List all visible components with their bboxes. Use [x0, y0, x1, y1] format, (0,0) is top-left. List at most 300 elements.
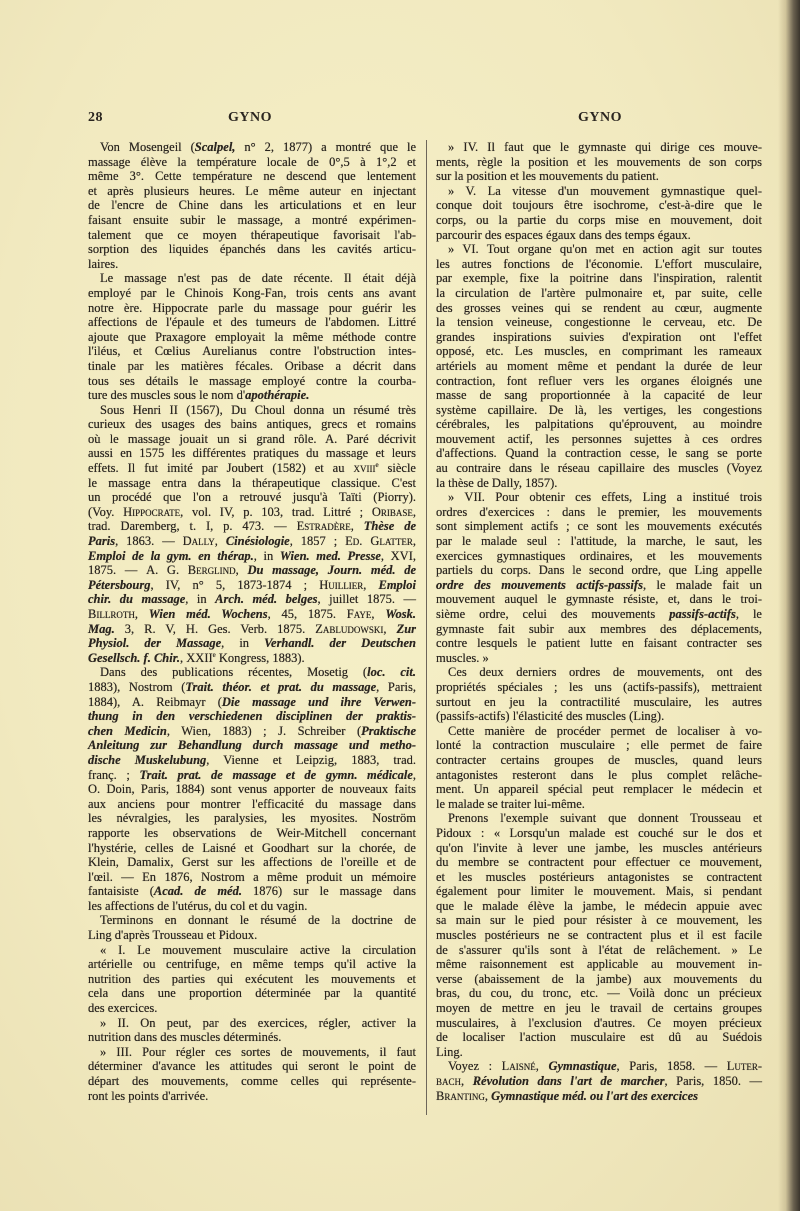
text-run: effets. Il fut imité par Joubert (1582) et au [88, 461, 354, 476]
text-run: corps, ou la partie du corps mise en mouvement, doit [436, 212, 762, 227]
text-line-content [88, 811, 416, 826]
text-line-content [436, 1001, 762, 1016]
text-line-content [88, 957, 416, 972]
italic-text-run: Emploi [378, 577, 416, 592]
italic-text-run: Arch. méd. belges [215, 592, 318, 607]
text-run: artériels au moment même et pendant la durée de leur [436, 358, 762, 373]
text-line [88, 563, 416, 578]
text-run: ajoute que Praxagore employait la même méthode contre [88, 329, 416, 344]
text-line [436, 388, 762, 403]
text-line-content [88, 461, 416, 476]
text-line-content [88, 1016, 416, 1031]
text-line [436, 578, 762, 593]
text-line-content [436, 184, 762, 199]
text-line-content [88, 242, 416, 257]
text-line [436, 301, 762, 316]
text-line [436, 841, 762, 856]
text-run: un procédé que l'on a retrouvé jusqu'à Taïti (Piorry). [88, 490, 416, 505]
italic-text-run: chen Medicin [88, 723, 167, 738]
text-line-content [436, 534, 762, 549]
text-line [436, 563, 762, 578]
column-divider [426, 140, 427, 1115]
paragraph [88, 403, 416, 666]
text-run: surtout en jeu la contractilité musculaire, les autres [436, 694, 762, 709]
italic-text-run: loc. cit. [367, 665, 416, 680]
text-run: , XXII [180, 650, 213, 665]
text-line-content [436, 680, 762, 695]
text-line [436, 505, 762, 520]
text-line-content [88, 286, 416, 301]
text-line [88, 1074, 416, 1089]
text-line [436, 534, 762, 549]
text-line-content [436, 811, 762, 826]
right-column [436, 140, 762, 1103]
text-line [88, 680, 416, 695]
text-line-content [88, 563, 416, 578]
text-run: lonté la contraction musculaire ; elle permet de faire [436, 738, 762, 753]
text-run: ront les points d'arrivée. [88, 1088, 209, 1103]
text-run: contraction, font refluer vers les organes éloignés une [436, 373, 762, 388]
small-caps-name: xviii [353, 461, 376, 476]
text-run: contracter certains groupes de muscles, quand leurs [436, 752, 762, 767]
text-line-content [88, 899, 307, 914]
text-run: aux anciens pour montrer l'efficacité du massage dans [88, 796, 416, 811]
text-line-content [88, 870, 416, 885]
text-run: grandes inspirations suivies d'expiration ont l'effet [436, 329, 762, 344]
text-line-content [88, 972, 416, 987]
text-line [88, 388, 416, 403]
text-run: 1876) sur le massage dans [241, 884, 416, 899]
text-line [88, 972, 416, 987]
text-line-content [88, 359, 416, 374]
text-run: Le massage n'est pas de date récente. Il était déjà [100, 271, 416, 286]
text-run: d'affections. Quand la contraction cesse, le sang se porte [436, 446, 762, 461]
text-line-content [88, 709, 416, 724]
text-run: , vol. IV, p. 103, trad. Littré ; [180, 504, 372, 519]
text-run: , 1863. — [115, 534, 183, 549]
text-line [88, 738, 416, 753]
text-line [436, 169, 762, 184]
text-run: » VII. Pour obtenir ces effets, Ling a institué trois [448, 490, 762, 505]
small-caps-name: Dally [182, 534, 215, 549]
text-line [436, 855, 762, 870]
text-run: partiels du corps. Dans le second ordre, que Ling appelle [436, 563, 762, 578]
text-line [88, 695, 416, 710]
text-line-content [88, 271, 416, 286]
text-line-content [88, 592, 416, 607]
text-run: , in [221, 636, 265, 651]
text-line-content [88, 519, 416, 534]
text-run: conque doit toujours être isochrome, c'est-à-dire que le [436, 198, 762, 213]
text-line-content [88, 228, 416, 243]
text-run: sa main sur le pied pour résister à ce mouvement, les [436, 913, 762, 928]
text-line-content [88, 1001, 157, 1016]
text-run: , le malade fait un [642, 577, 762, 592]
text-line [436, 549, 762, 564]
text-line-content [88, 797, 416, 812]
text-line-content [436, 228, 691, 243]
text-line [88, 884, 416, 899]
text-run: , XVI, [380, 548, 416, 563]
text-line-content [436, 782, 762, 797]
text-line-content [88, 855, 416, 870]
text-run: la tension veineuse, congestionne le cerveau, etc. De [436, 315, 762, 330]
text-line-content [436, 315, 762, 330]
text-line [88, 257, 416, 272]
text-line-content [88, 155, 416, 170]
text-line [88, 271, 416, 286]
paragraph [88, 1016, 416, 1045]
paragraph [88, 1045, 416, 1103]
text-line-content [88, 374, 416, 389]
right-running-head: GYNO [578, 110, 622, 125]
text-run: l'œil. — En 1876, Nostrom a même produit un mémoire [88, 869, 416, 884]
text-run: Cette manière de procéder permet de localiser à vo- [448, 723, 762, 738]
italic-text-run: Cinésiologie [225, 534, 290, 549]
text-line-content [436, 257, 762, 272]
paragraph [88, 913, 416, 942]
small-caps-name: Hippocrate [123, 504, 181, 519]
small-caps-name: Ed. Glatter [345, 534, 413, 549]
text-run: sont simplement actifs ; ce sont les mouvements exécutés [436, 519, 762, 534]
text-line-content [436, 622, 762, 637]
text-line [88, 198, 416, 213]
text-line-content [88, 826, 416, 841]
italic-text-run: apothérapie. [245, 388, 310, 403]
text-line [436, 943, 762, 958]
text-line-content [436, 738, 762, 753]
text-line [88, 913, 416, 928]
text-line [436, 257, 762, 272]
text-line [436, 782, 762, 797]
text-line-content [88, 651, 305, 666]
text-line-content [88, 1045, 416, 1060]
text-line-content [88, 1074, 416, 1089]
text-run: Ces deux derniers ordres de mouvements, ont des [448, 665, 762, 680]
text-line [88, 140, 416, 155]
small-caps-name: Faye [346, 607, 372, 621]
italic-text-run: thung in den verschiedenen disciplinen der praktis- [88, 709, 416, 724]
paragraph [436, 184, 762, 242]
text-line-content [436, 417, 762, 432]
text-line-content [436, 1089, 698, 1104]
italic-text-run: dische Muskelubung [88, 752, 207, 767]
text-line [88, 519, 416, 534]
paragraph [88, 943, 416, 1016]
text-run: contre lesquels le patient lutte en faisant contracter ses [436, 636, 762, 651]
text-line-content [88, 169, 416, 184]
text-line-content [436, 957, 762, 972]
text-line-content [88, 198, 416, 213]
text-line [436, 242, 762, 257]
text-line [436, 709, 762, 724]
text-line-content [436, 359, 762, 374]
text-line [88, 505, 416, 520]
italic-text-run: Du massage, Journ. méd. de [247, 563, 417, 578]
text-run: bras, du cou, du tronc, etc. — Voilà donc un précieux [436, 986, 762, 1001]
text-run: , [484, 1088, 492, 1103]
text-run: exercices gymnastiques ordinaires, et les mouvements [436, 548, 762, 563]
text-run: (Voy. [88, 504, 124, 519]
text-line [88, 709, 416, 724]
page-number: 28 [88, 110, 103, 125]
text-line [88, 476, 416, 491]
text-line [436, 753, 762, 768]
text-line-content [88, 986, 416, 1001]
paragraph [436, 811, 762, 1059]
text-run: Pidoux : « Lorsqu'un malade est couché sur le dos et [436, 825, 762, 840]
text-line-content [436, 607, 762, 622]
text-line [88, 228, 416, 243]
text-line [436, 928, 762, 943]
text-line-content [436, 330, 762, 345]
text-run: , le [735, 607, 762, 621]
text-line-content [436, 476, 557, 491]
text-run: également pour limiter le mouvement. Mais, si pendant [436, 884, 762, 899]
text-run: moyen de mettre en jeu le travail de certains groupes [436, 1001, 762, 1016]
text-line-content [88, 257, 118, 272]
text-run: au contraire dans le réseau capillaire des muscles (Voyez [436, 461, 762, 476]
text-line [436, 374, 762, 389]
text-run: Von Mosengeil ( [100, 140, 195, 154]
text-line-content [88, 315, 416, 330]
text-run: fantaisiste ( [88, 884, 154, 899]
text-line-content [88, 636, 416, 651]
text-run: faisant ensuite subir le massage, a montré expérimen- [88, 212, 416, 227]
small-caps-name: Laisné [501, 1059, 536, 1074]
text-run: » VI. Tout organe qu'on met en action agit sur toutes [448, 242, 762, 257]
text-line-content [436, 271, 762, 286]
text-line-content [88, 782, 416, 797]
text-line-content [436, 403, 762, 418]
text-line-content [88, 943, 416, 958]
text-line [88, 855, 416, 870]
text-line-content [88, 928, 257, 943]
text-run: la thèse de Dally, 1857). [436, 475, 558, 490]
left-column [88, 140, 416, 1103]
text-run: (passifs-actifs) l'élasticité des muscles (Ling). [436, 709, 665, 724]
paragraph [436, 242, 762, 490]
text-line [88, 636, 416, 651]
text-run: 1884), A. Reibmayr ( [88, 694, 222, 709]
text-run: opposé, etc. Les muscles, en comprimant les rameaux [436, 344, 762, 359]
text-run: Klein, Damalix, Gerst sur les affections de l'oreille et de [88, 855, 416, 870]
text-line-content [436, 972, 762, 987]
text-line-content [88, 753, 416, 768]
text-line [436, 913, 762, 928]
small-caps-name: Zabludowski [315, 621, 384, 636]
text-line-content [436, 169, 659, 184]
text-line-content [436, 797, 585, 812]
text-line-content [88, 738, 416, 753]
text-line [88, 797, 416, 812]
text-run: antagonistes resteront dans le plus complet relâche- [436, 767, 762, 782]
text-run: muscles postérieurs ne se contractent plus et il est facile [436, 928, 762, 943]
text-run: qu'on l'invite à lever une jambe, les muscles antérieurs [436, 840, 762, 855]
text-line [436, 461, 762, 476]
text-run: et après plusieurs heures. Le même auteur en injectant [88, 183, 416, 198]
text-line [436, 198, 762, 213]
text-line-content [88, 607, 416, 622]
text-line [436, 1001, 762, 1016]
small-caps-name: Huillier [319, 577, 364, 592]
text-line-content [88, 665, 416, 680]
text-line-content [436, 198, 762, 213]
text-line-content [436, 388, 762, 403]
italic-text-run: passifs-actifs [669, 607, 736, 621]
text-line-content [436, 446, 762, 461]
text-run: aussi en 1575 les différentes pratiques du massage et leurs [88, 446, 416, 461]
text-line-content [436, 213, 762, 228]
text-line [88, 315, 416, 330]
text-line-content [436, 724, 762, 739]
text-line [88, 592, 416, 607]
text-run: les affections de l'utérus, du col et du vagin. [88, 898, 308, 913]
text-line [88, 811, 416, 826]
text-line [88, 753, 416, 768]
paragraph [436, 665, 762, 723]
text-line [88, 490, 416, 505]
text-run: mouvement actif, les personnes sujettes à ces ordres [436, 431, 762, 446]
italic-text-run: Zur [396, 621, 417, 636]
text-run: et les muscles postérieurs antagonistes se contractent [436, 869, 762, 884]
italic-text-run: chir. du massage [88, 592, 186, 607]
text-line-content [88, 446, 416, 461]
text-line-content [88, 622, 416, 637]
text-run: , in [185, 592, 216, 607]
text-run: , 1857 ; [289, 534, 346, 549]
text-line-content [436, 344, 762, 359]
text-run: affections de l'épaule et des tumeurs de l'abdomen. Littré [88, 315, 416, 330]
italic-text-run: Wosk. [385, 607, 416, 621]
text-line-content [436, 490, 762, 505]
text-run: l'iléus, et Cœlius Aurelianus contre l'obstruction intes- [88, 344, 416, 359]
text-line-content [436, 519, 762, 534]
text-line [88, 1045, 416, 1060]
text-line [88, 169, 416, 184]
text-run: les autres fonctions de l'économie. L'effort musculaire, [436, 256, 762, 271]
text-line-content [88, 578, 416, 593]
text-line-content [436, 242, 762, 257]
text-run: « I. Le mouvement musculaire active la circulation [100, 942, 416, 957]
text-line [88, 622, 416, 637]
text-line [436, 140, 762, 155]
text-run: les névralgies, les paralysies, les myosites. Noström [88, 811, 416, 826]
text-line [88, 330, 416, 345]
text-line [436, 651, 762, 666]
text-run: , [535, 1059, 549, 1074]
text-line [436, 271, 762, 286]
text-line [436, 1074, 762, 1089]
italic-text-run: Thèse de [363, 519, 416, 534]
text-run: le malade se traiter lui-même. [436, 796, 585, 811]
text-line [88, 184, 416, 199]
text-run: parcourir des espaces égaux dans des temps égaux. [436, 227, 691, 242]
text-run: propriétés spéciales ; les uns (actifs-passifs), mettraient [436, 679, 762, 694]
text-line-content [436, 651, 489, 666]
text-run: tous ses détails le massage employé contre la courba- [88, 373, 416, 388]
text-run: 1883), Nostrom ( [88, 679, 186, 694]
text-run: O. Doin, Paris, 1884) sont venus apporter de nouveaux faits [88, 782, 416, 797]
text-line [88, 534, 416, 549]
text-run: employé par le Chinois Kong-Fan, trois cents ans avant [88, 285, 416, 300]
text-line-content [88, 768, 416, 783]
text-line-content [88, 505, 416, 520]
text-line [436, 359, 762, 374]
text-line [88, 841, 416, 856]
text-line [436, 811, 762, 826]
text-run: masse de sang proportionnée à la capacité de leur [436, 388, 762, 403]
book-binding-edge [778, 0, 800, 1211]
small-caps-name: bach [436, 1074, 462, 1088]
text-run: sième ordre, celui des mouvements [436, 607, 670, 621]
text-line-content [88, 213, 416, 228]
text-run: ordres d'exercices : dans le premier, les mouvements [436, 504, 762, 519]
text-line [436, 592, 762, 607]
text-run: tinale par les matières fécales. Oribase a décrit dans [88, 358, 416, 373]
text-line [436, 957, 762, 972]
text-line-content [436, 432, 762, 447]
text-run: sur la position et les mouvements du patient. [436, 169, 659, 184]
text-line [436, 1089, 762, 1104]
text-line-content [88, 184, 416, 199]
text-line-content [436, 374, 762, 389]
paragraph [88, 665, 416, 913]
text-run: , Paris, 1850. — [664, 1074, 763, 1088]
text-line [88, 578, 416, 593]
text-line-content [436, 913, 762, 928]
text-line-content [436, 665, 762, 680]
text-run: artérielle ou centrifuge, en même temps qu'il active la [88, 957, 416, 972]
small-caps-name: Billroth [88, 607, 135, 621]
text-run: ment. Un appareil spécial peut remplacer le médecin et [436, 782, 762, 797]
text-line [88, 665, 416, 680]
text-line-content [88, 1059, 416, 1074]
text-line-content [88, 432, 416, 447]
text-line [436, 155, 762, 170]
text-line-content [436, 870, 762, 885]
italic-text-run: Trait. prat. de massage et de gymn. médicale [139, 767, 413, 782]
text-line [88, 899, 416, 914]
text-line-content [436, 286, 762, 301]
text-run: mouvement auquel le gymnaste résiste, et, dans le troi- [436, 592, 762, 607]
italic-text-run: Wien méd. Wochens [148, 607, 268, 621]
text-run: , juillet 1875. — [317, 592, 416, 607]
text-line [436, 315, 762, 330]
text-line [88, 155, 416, 170]
text-run: 3, R. V, H. Ges. Verb. 1875. [114, 621, 316, 636]
text-run: sorption des liquides épanchés dans les cavités articu- [88, 242, 416, 257]
text-line-content [436, 1045, 463, 1060]
text-run: , Paris, 1858. — [616, 1059, 727, 1074]
text-line [88, 724, 416, 739]
text-line [436, 228, 762, 243]
text-run: déterminer d'avance les attitudes qui seront le point de [88, 1059, 416, 1074]
text-run: verse (abaissement de la jambe) aux mouvements du [436, 971, 762, 986]
text-run: » II. On peut, par des exercices, régler, activer la [100, 1015, 416, 1030]
text-run: muscles. » [436, 650, 489, 665]
text-line-content [436, 578, 762, 593]
superscript: e [212, 650, 216, 659]
text-line-content [436, 155, 762, 170]
text-line [436, 607, 762, 622]
text-line [88, 826, 416, 841]
text-run: par exemple, fixe la poitrine dans l'inspiration, ralentit [436, 271, 762, 286]
italic-text-run: Die massage und ihre Verwen- [221, 694, 416, 709]
text-run: de s'assurer qu'ils sont à l'état de relâchement. » Le [436, 942, 762, 957]
text-line-content [88, 913, 416, 928]
text-line [436, 432, 762, 447]
